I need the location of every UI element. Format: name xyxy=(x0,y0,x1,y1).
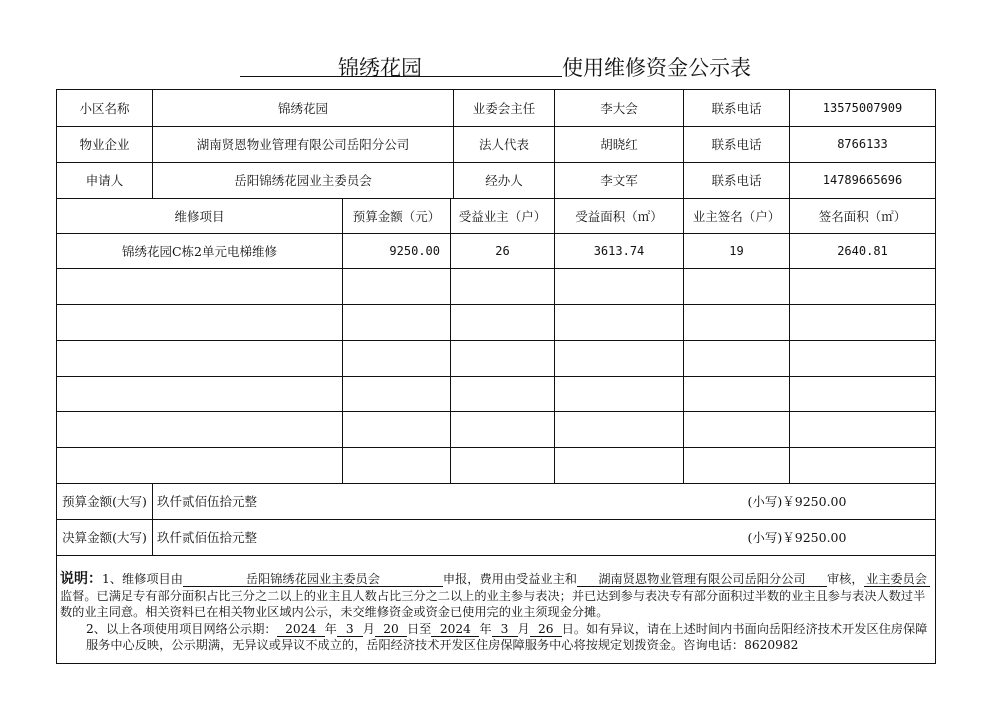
label-property-company: 物业企业 xyxy=(79,137,130,152)
row-1-signed-owners: 19 xyxy=(729,243,744,258)
row-1-budget-amount: 9250.00 xyxy=(389,243,440,258)
note-end-year: 2024 xyxy=(431,622,479,637)
value-applicant: 岳阳锦绣花园业主委员会 xyxy=(234,173,372,188)
note-supervisor: 业主委员会 xyxy=(864,572,930,587)
note-applicant: 岳阳锦绣花园业主委员会 xyxy=(183,572,443,587)
label-legal-rep: 法人代表 xyxy=(478,137,529,152)
header-signed-owners: 业主签名（户） xyxy=(692,208,781,224)
page-title xyxy=(0,50,1000,80)
disclosure-table xyxy=(56,89,936,664)
label-community: 小区名称 xyxy=(79,101,130,116)
row-1-signed-area: 2640.81 xyxy=(837,243,888,258)
note-start-day: 20 xyxy=(375,622,407,637)
label-phone-2: 联系电话 xyxy=(711,137,762,152)
value-final-upper: 玖仟贰佰伍拾元整 xyxy=(157,530,258,545)
row-1-beneficiary-area: 3613.74 xyxy=(593,243,645,258)
value-legal-rep: 胡晓红 xyxy=(600,137,638,152)
value-phone-1: 13575007909 xyxy=(822,101,903,115)
header-budget-amount: 预算金额（元） xyxy=(352,208,441,224)
label-committee-director: 业委会主任 xyxy=(472,101,536,116)
label-handler: 经办人 xyxy=(485,173,523,188)
header-repair-item: 维修项目 xyxy=(174,208,225,224)
title-community-name: 锦绣花园 xyxy=(338,56,422,80)
note-end-day: 26 xyxy=(530,622,562,637)
header-beneficiary-owners: 受益业主（户） xyxy=(458,208,547,224)
value-community: 锦绣花园 xyxy=(277,101,328,116)
note-2: 2、以上各项使用项目网络公示期： 2024 年 3 月 20 日至 2024 年 3 月 26 日。如有异议，请在上述时间内书面向岳阳经济技术开发区住房保障服务中心反映，公示期满，无异议或异议不成立的，岳阳经济技术开发区住房保障服务中心将按规定划拨资金。咨询电话：8620982 xyxy=(86,621,928,652)
value-phone-3: 14789665696 xyxy=(822,173,903,187)
label-applicant: 申请人 xyxy=(85,173,124,188)
label-phone-3: 联系电话 xyxy=(711,173,762,188)
note-company: 湖南贤恩物业管理有限公司岳阳分公司 xyxy=(577,572,827,587)
value-property-company: 湖南贤恩物业管理有限公司岳阳分公司 xyxy=(196,137,410,152)
row-1-repair-item: 锦绣花园C栋2单元电梯维修 xyxy=(121,243,278,259)
note-start-year: 2024 xyxy=(277,622,325,637)
header-signed-area: 签名面积（㎡） xyxy=(818,208,907,224)
value-budget-upper: 玖仟贰佰伍拾元整 xyxy=(157,494,258,509)
value-handler: 李文军 xyxy=(600,173,638,188)
header-beneficiary-area: 受益面积（㎡） xyxy=(575,208,663,224)
note-start-month: 3 xyxy=(337,622,363,637)
notes-section xyxy=(60,571,932,654)
notes-label: 说明： xyxy=(60,571,102,587)
value-budget-small: (小写)￥9250.00 xyxy=(747,494,847,509)
label-final-upper: 决算金额(大写) xyxy=(62,530,147,545)
value-committee-director: 李大会 xyxy=(600,101,638,116)
title-suffix: 使用维修资金公示表 xyxy=(562,56,751,80)
value-final-small: (小写)￥9250.00 xyxy=(747,530,847,545)
label-phone-1: 联系电话 xyxy=(711,101,762,116)
label-budget-upper: 预算金额(大写) xyxy=(62,494,147,509)
note-1: 说明：1、维修项目由 岳阳锦绣花园业主委员会 申报，费用由受益业主和 湖南贤恩物业管理有限公司岳阳分公司 审核， 业主委员会监督。已满足专有部分面积占比三分之二以上的业主且人数占比三分之二以上的业主参与表决；并已达到参与表决专有部分面积过半数的业主且参与表决人数过半数的业主同意。相关资料已在相关物业区域内公示，未交维修资金或资金已使用完的业主须现金分摊。 xyxy=(60,571,932,621)
value-phone-2: 8766133 xyxy=(837,137,888,151)
note-end-month: 3 xyxy=(492,622,518,637)
row-1-beneficiary-owners: 26 xyxy=(495,243,510,258)
